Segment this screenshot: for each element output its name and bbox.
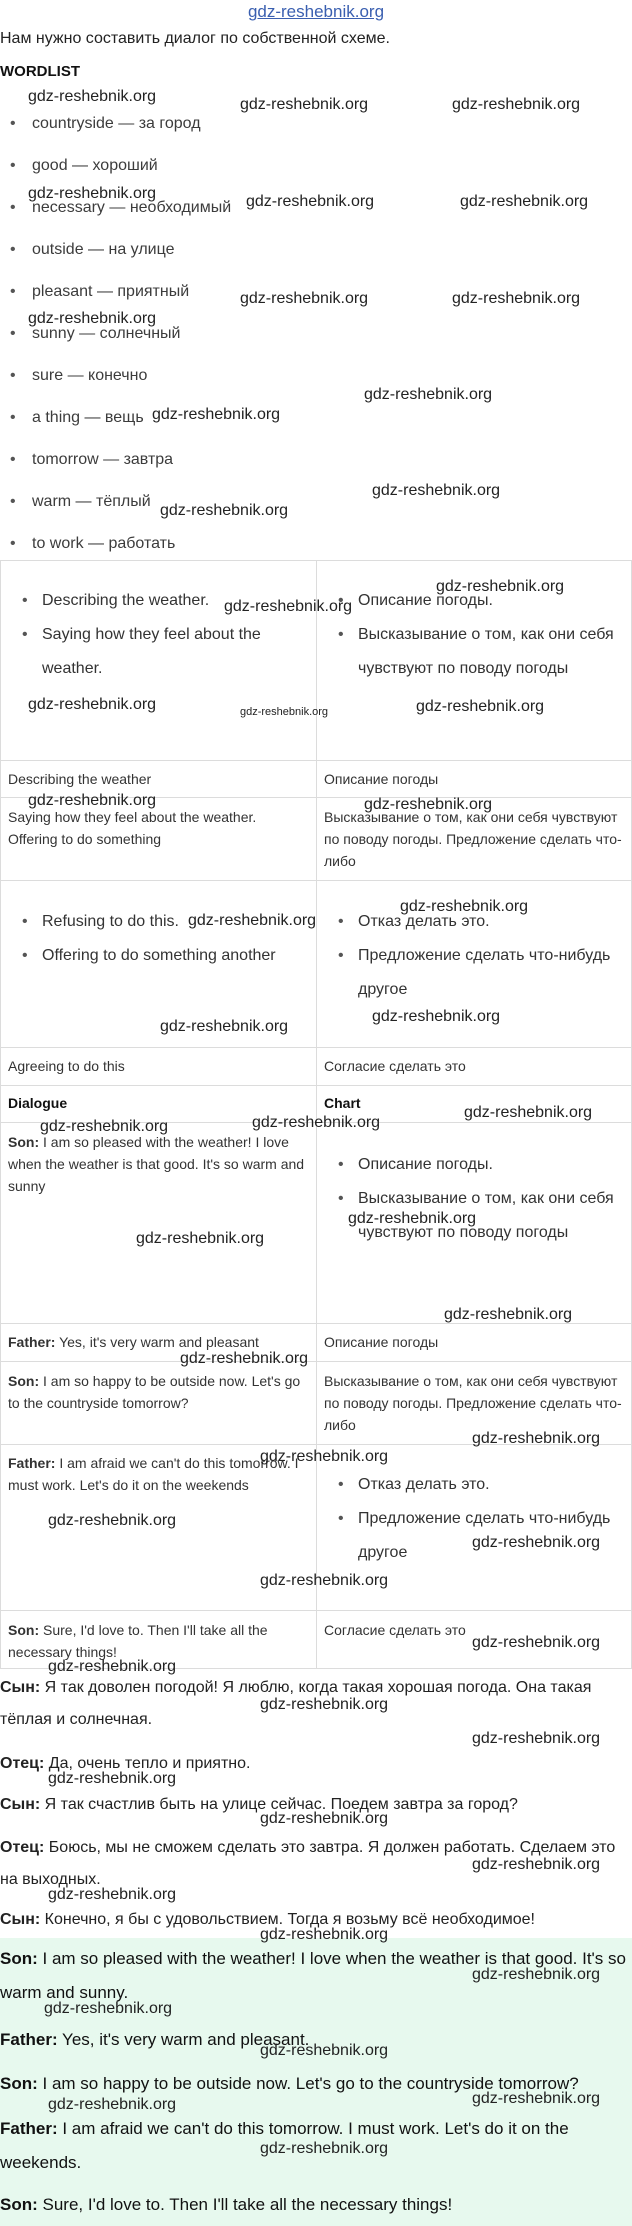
watermark: gdz-reshebnik.org: [472, 1730, 601, 1747]
watermark: gdz-reshebnik.org: [416, 698, 545, 715]
speaker-label: Father:: [8, 1334, 56, 1350]
speaker-label: Son:: [8, 1373, 40, 1389]
dialogue-text: Я так счастлив быть на улице сейчас. Поедем завтра за город?: [44, 1796, 518, 1813]
dialogue-text: Да, очень тепло и приятно.: [48, 1755, 251, 1772]
chart-cell: Согласие сделать это: [324, 1622, 466, 1638]
watermark: gdz-reshebnik.org: [28, 792, 157, 809]
wordlist-item: • good — хороший: [10, 156, 158, 176]
watermark: gdz-reshebnik.org: [44, 2000, 173, 2017]
dialogue-text: Я так доволен погодой! Я люблю, когда такая хорошая погода. Она такая тёплая и солнечная.: [0, 1679, 592, 1728]
watermark: gdz-reshebnik.org: [48, 1886, 177, 1903]
wordlist-item: • sure — конечно: [10, 366, 147, 386]
dialogue-text: Sure, I'd love to. Then I'll take all the necessary things!: [42, 2195, 453, 2214]
wordlist-heading: WORDLIST: [0, 63, 80, 80]
watermark: gdz-reshebnik.org: [48, 1658, 177, 1675]
speaker-label: Сын:: [0, 1679, 41, 1696]
dialogue-row: [8, 1131, 308, 1197]
watermark: gdz-reshebnik.org: [472, 1966, 601, 1983]
cell-row5-left: Agreeing to do this: [8, 1058, 125, 1074]
chart-cell: Описание погоды: [324, 1334, 439, 1350]
watermark: gdz-reshebnik.org: [240, 96, 369, 113]
watermark: gdz-reshebnik.org: [260, 1926, 389, 1943]
watermark: gdz-reshebnik.org: [472, 1430, 601, 1447]
chart-cell: [326, 1148, 626, 1250]
cell-row3-left: Saying how they feel about the weather. Offering to do something: [8, 809, 257, 847]
list-item: • Описание погоды.: [334, 584, 626, 618]
header-chart: Chart: [324, 1095, 361, 1111]
chart-cell: [326, 1468, 626, 1570]
watermark: gdz-reshebnik.org: [260, 2140, 389, 2157]
speaker-label: Father:: [0, 2030, 58, 2049]
cell-row1-right: [326, 584, 626, 686]
chart-cell: Высказывание о том, как они себя чувствуют по поводу погоды. Предложение сделать что-либо: [324, 1373, 622, 1433]
dialogue-text: I am so pleased with the weather! I love when the weather is that good. It's so warm and sunny.: [0, 1949, 626, 2002]
watermark: gdz-reshebnik.org: [472, 2090, 601, 2107]
dialogue-text: Sure, I'd love to. Then I'll take all the necessary things!: [8, 1622, 268, 1660]
cell-row3-right: Высказывание о том, как они себя чувствуют по поводу погоды. Предложение сделать что-либо: [324, 809, 622, 869]
watermark: gdz-reshebnik.org: [260, 1696, 389, 1713]
watermark: gdz-reshebnik.org: [180, 1350, 309, 1367]
dialogue-text: I am so happy to be outside now. Let's go to the countryside tomorrow?: [42, 2074, 579, 2093]
watermark: gdz-reshebnik.org: [260, 2042, 389, 2059]
list-item: • Высказывание о том, как они себя чувствуют по поводу погоды: [334, 1182, 626, 1250]
watermark: gdz-reshebnik.org: [160, 1018, 289, 1035]
cell-row2-right: Описание погоды: [324, 771, 439, 787]
watermark: gdz-reshebnik.org: [260, 1572, 389, 1589]
dialogue-row: [8, 1370, 308, 1414]
list-item: • Refusing to do this.: [18, 905, 310, 939]
watermark: gdz-reshebnik.org: [400, 898, 529, 915]
watermark: gdz-reshebnik.org: [28, 185, 157, 202]
list-item: • Describing the weather.: [18, 584, 310, 618]
list-item: • Отказ делать это.: [334, 1468, 626, 1502]
list-item: • Описание погоды.: [334, 1148, 626, 1182]
wordlist-item: • warm — тёплый: [10, 492, 151, 512]
dialogue-text: Боюсь, мы не сможем сделать это завтра. Я должен работать. Сделаем это на выходных.: [0, 1839, 616, 1888]
watermark: gdz-reshebnik.org: [472, 1856, 601, 1873]
wordlist-item: • sunny — солнечный: [10, 324, 180, 344]
speaker-label: Отец:: [0, 1755, 45, 1772]
watermark: gdz-reshebnik.org: [472, 1634, 601, 1651]
wordlist-item: • a thing — вещь: [10, 408, 144, 428]
list-item: • Отказ делать это.: [334, 905, 626, 939]
cell-row4-right: [326, 905, 626, 1007]
watermark: gdz-reshebnik.org: [372, 482, 501, 499]
watermark: gdz-reshebnik.org: [48, 1512, 177, 1529]
watermark: gdz-reshebnik.org: [40, 1118, 169, 1135]
watermark: gdz-reshebnik.org: [48, 1770, 177, 1787]
watermark: gdz-reshebnik.org: [246, 193, 375, 210]
watermark: gdz-reshebnik.org: [436, 578, 565, 595]
watermark: gdz-reshebnik.org: [28, 696, 157, 713]
speaker-label: Son:: [8, 1622, 40, 1638]
cell-row2-left: Describing the weather: [8, 771, 152, 787]
grid-line: [0, 1085, 1, 1668]
speaker-label: Son:: [0, 2074, 38, 2093]
watermark: gdz-reshebnik.org: [452, 290, 581, 307]
watermark: gdz-reshebnik.org: [160, 502, 289, 519]
watermark: gdz-reshebnik.org: [224, 598, 353, 615]
dialogue-text: I am so happy to be outside now. Let's go to the countryside tomorrow?: [8, 1373, 301, 1411]
watermark: gdz-reshebnik.org: [364, 386, 493, 403]
header-dialogue: Dialogue: [8, 1095, 68, 1111]
watermark: gdz-reshebnik.org: [372, 1008, 501, 1025]
speaker-label: Son:: [0, 2195, 38, 2214]
dialogue-text: Конечно, я бы с удовольствием. Тогда я возьму всё необходимое!: [44, 1911, 535, 1928]
site-title[interactable]: gdz-reshebnik.org: [247, 2, 385, 21]
english-line: [0, 2188, 632, 2222]
dialogue-text: Yes, it's very warm and pleasant: [59, 1334, 259, 1350]
dialogue-text: I am afraid we can't do this tomorrow. I must work. Let's do it on the weekends: [8, 1455, 299, 1493]
watermark: gdz-reshebnik.org: [260, 1448, 389, 1465]
cell-row5-right: Согласие сделать это: [324, 1058, 466, 1074]
watermark: gdz-reshebnik.org: [48, 2096, 177, 2113]
watermark: gdz-reshebnik.org: [152, 406, 281, 423]
watermark: gdz-reshebnik.org: [240, 290, 369, 307]
watermark: gdz-reshebnik.org: [260, 1810, 389, 1827]
speaker-label: Son:: [8, 1134, 40, 1150]
watermark: gdz-reshebnik.org: [28, 310, 157, 327]
watermark: gdz-reshebnik.org: [188, 912, 317, 929]
dialogue-text: I am so pleased with the weather! I love when the weather is that good. It's so warm and sunny: [8, 1134, 305, 1194]
dialogue-text: Yes, it's very warm and pleasant.: [62, 2030, 310, 2049]
dialogue-row: [8, 1619, 308, 1663]
list-item: • Высказывание о том, как они себя чувствуют по поводу погоды: [334, 618, 626, 686]
watermark: gdz-reshebnik.org: [460, 193, 589, 210]
speaker-label: Сын:: [0, 1796, 41, 1813]
intro-text: Нам нужно составить диалог по собственной схеме.: [0, 30, 390, 47]
watermark: gdz-reshebnik.org: [464, 1104, 593, 1121]
watermark: gdz-reshebnik.org: [444, 1306, 573, 1323]
speaker-label: Son:: [0, 1949, 38, 1968]
list-item: • Предложение сделать что-нибудь другое: [334, 1502, 626, 1570]
watermark: gdz-reshebnik.org: [240, 706, 329, 718]
speaker-label: Сын:: [0, 1911, 41, 1928]
watermark: gdz-reshebnik.org: [452, 96, 581, 113]
grid-line: [0, 560, 1, 1085]
watermark: gdz-reshebnik.org: [348, 1210, 477, 1227]
wordlist-item: • to work — работать: [10, 534, 175, 554]
watermark: gdz-reshebnik.org: [364, 796, 493, 813]
speaker-label: Отец:: [0, 1839, 45, 1856]
dialogue-text: I am afraid we can't do this tomorrow. I must work. Let's do it on the weekends.: [0, 2119, 569, 2172]
watermark: gdz-reshebnik.org: [252, 1114, 381, 1131]
list-item: • Offering to do something another: [18, 939, 310, 973]
wordlist-item: • necessary — необходимый: [10, 198, 231, 218]
wordlist-item: • pleasant — приятный: [10, 282, 189, 302]
speaker-label: Father:: [8, 1455, 56, 1471]
wordlist-item: • tomorrow — завтра: [10, 450, 173, 470]
grid-line: [316, 560, 317, 1085]
watermark: gdz-reshebnik.org: [472, 1534, 601, 1551]
watermark: gdz-reshebnik.org: [136, 1230, 265, 1247]
wordlist-item: • countryside — за город: [10, 114, 201, 134]
list-item: • Предложение сделать что-нибудь другое: [334, 939, 626, 1007]
list-item: • Saying how they feel about the weather.: [18, 618, 310, 686]
speaker-label: Father:: [0, 2119, 58, 2138]
wordlist-item: • outside — на улице: [10, 240, 174, 260]
watermark: gdz-reshebnik.org: [28, 88, 157, 105]
